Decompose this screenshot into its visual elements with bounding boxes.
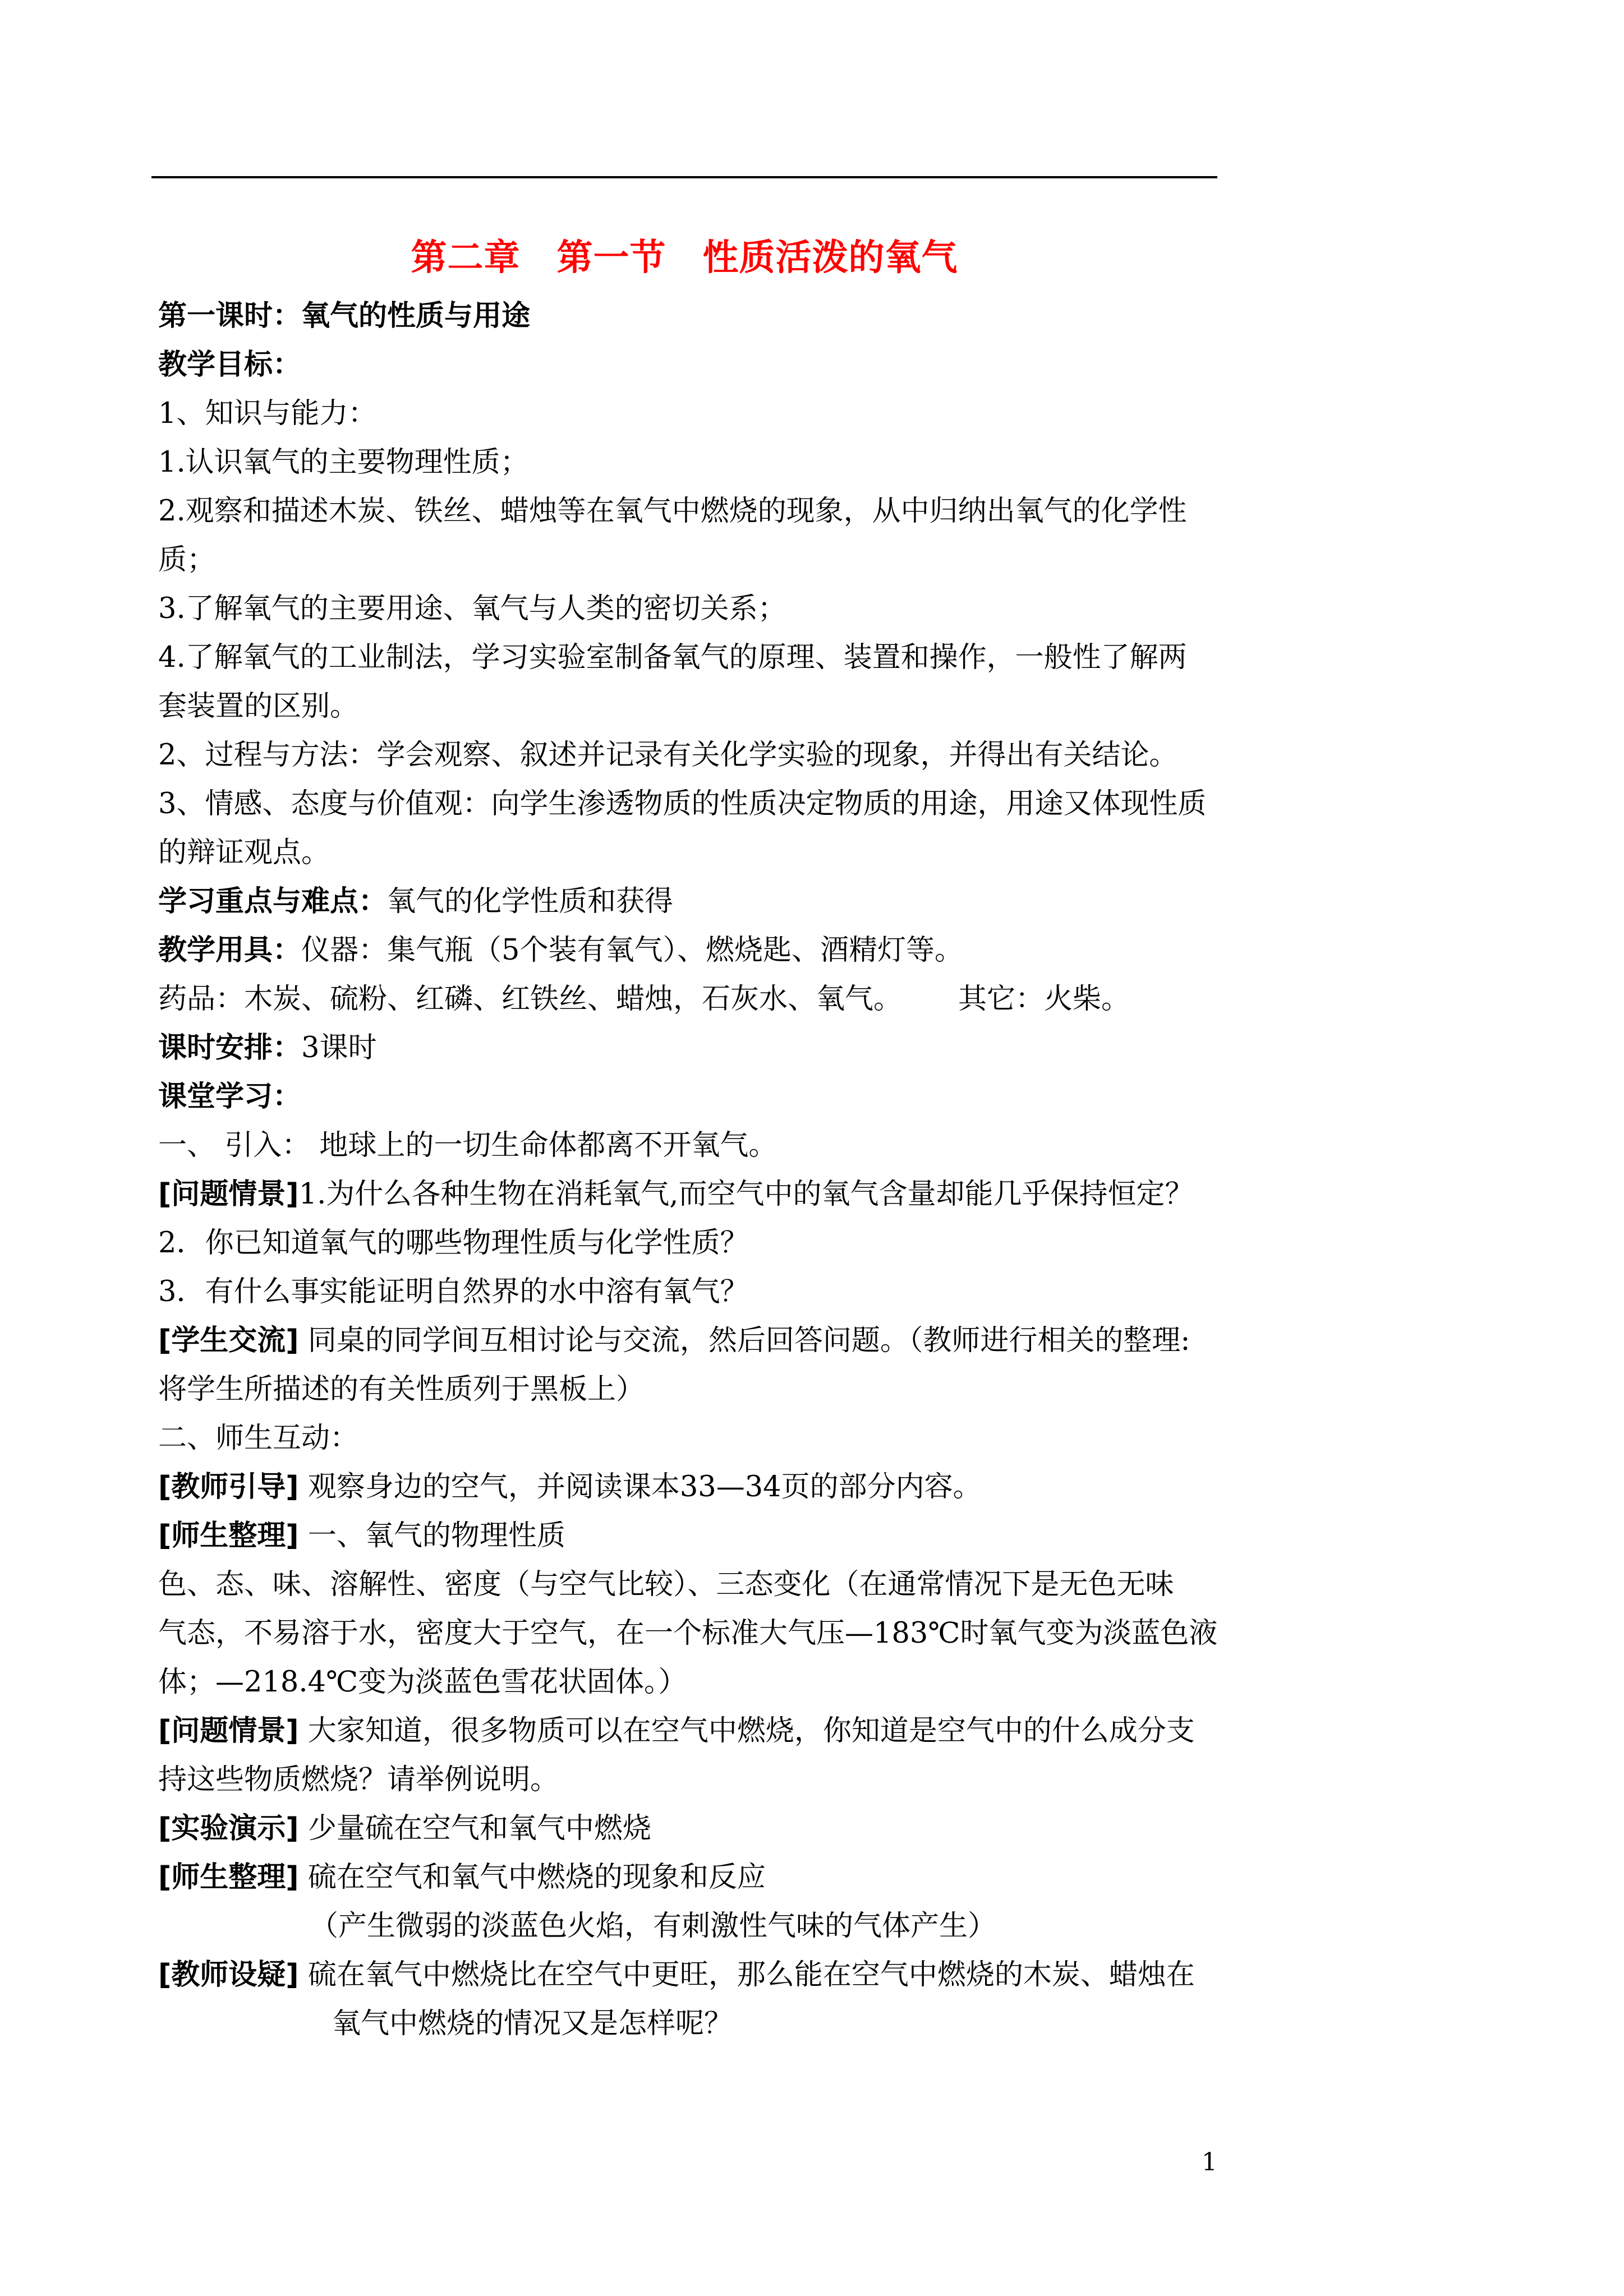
- class-heading: 课堂学习：: [158, 1080, 302, 1113]
- question-scenario-2-cont: 持这些物质燃烧？请举例说明。: [158, 1763, 559, 1796]
- drugs-line: [158, 975, 1221, 1023]
- demo-text: 少量硫在空气和氧气中燃烧: [298, 1812, 651, 1845]
- page-number: 1: [1202, 2148, 1217, 2177]
- key-points-label: 学习重点与难点：: [158, 885, 388, 918]
- objective-process: 2、过程与方法：学会观察、叙述并记录有关化学实验的现象，并得出有关结论。: [158, 739, 1178, 772]
- tools-label: 教学用具：: [158, 934, 302, 967]
- schedule-text: 3课时: [301, 1031, 377, 1064]
- key-points-text: 氧气的化学性质和获得: [387, 885, 674, 918]
- question-label: [问题情景]: [158, 1178, 299, 1211]
- objective-item: 3.了解氧气的主要用途、氧气与人类的密切关系；: [158, 592, 786, 625]
- drugs-text: 药品：木炭、硫粉、红磷、红铁丝、蜡烛，石灰水、氧气。: [158, 983, 903, 1016]
- physical-properties: 色、态、味、溶解性、密度（与空气比较）、三态变化（在通常情况下是无色无味: [158, 1568, 1174, 1601]
- objective-item: 1.认识氧气的主要物理性质；: [158, 446, 529, 479]
- organize-2-detail: （产生微弱的淡蓝色火焰，有刺激性气味的气体产生）: [310, 1910, 997, 1943]
- organize-2: [158, 1853, 1221, 1902]
- question-scenario-1: [158, 1170, 1221, 1219]
- guide-label: [教师引导]: [158, 1470, 299, 1504]
- schedule-label: 课时安排：: [158, 1031, 302, 1064]
- organize-text: 一、氧气的物理性质: [298, 1519, 565, 1552]
- objective-item: 2.观察和描述木炭、铁丝、蜡烛等在氧气中燃烧的现象，从中归纳出氧气的化学性: [158, 495, 1187, 528]
- schedule-line: [158, 1023, 1221, 1072]
- objective-attitude: 3、情感、态度与价值观：向学生渗透物质的性质决定物质的用途，用途又体现性质: [158, 787, 1207, 820]
- student-exchange-cont: 将学生所描述的有关性质列于黑板上）: [158, 1373, 645, 1406]
- teacher-guide: [158, 1463, 1221, 1511]
- tools-line: [158, 926, 1221, 975]
- doubt-text: 硫在氧气中燃烧比在空气中更旺，那么能在空气中燃烧的木炭、蜡烛在: [298, 1958, 1195, 1991]
- experiment-demo: [158, 1804, 1221, 1853]
- question-scenario-2: [158, 1707, 1221, 1755]
- objective-attitude-cont: 的辩证观点。: [158, 836, 330, 869]
- page-title: 第二章 第一节 性质活泼的氧气: [411, 237, 958, 279]
- organize-1: [158, 1511, 1221, 1560]
- organize-text: 硫在空气和氧气中燃烧的现象和反应: [298, 1861, 766, 1894]
- objective-item: 4.了解氧气的工业制法，学习实验室制备氧气的原理、装置和操作，一般性了解两: [158, 641, 1187, 674]
- question-text: 1.为什么各种生物在消耗氧气,而空气中的氧气含量却能几乎保持恒定？: [298, 1178, 1194, 1211]
- question-2: 2．你已知道氧气的哪些物理性质与化学性质？: [158, 1227, 749, 1260]
- teacher-doubt-cont: 氧气中燃烧的情况又是怎样呢？: [332, 2007, 733, 2040]
- tools-text: 仪器：集气瓶（5个装有氧气）、燃烧匙、酒精灯等。: [301, 934, 963, 967]
- physical-properties-cont: 气态，不易溶于水，密度大于空气，在一个标准大气压—183℃时氧气变为淡蓝色液: [158, 1617, 1218, 1650]
- question-text: 大家知道，很多物质可以在空气中燃烧，你知道是空气中的什么成分支: [298, 1714, 1195, 1748]
- lesson-label: 第一课时：: [158, 299, 302, 333]
- organize-label: [师生整理]: [158, 1519, 299, 1552]
- others-text: 其它：火柴。: [958, 983, 1130, 1016]
- objective-item-cont: 套装置的区别。: [158, 690, 359, 723]
- exchange-text: 同桌的同学间互相讨论与交流，然后回答问题。（教师进行相关的整理:: [298, 1324, 1190, 1357]
- student-exchange: [158, 1316, 1221, 1365]
- demo-label: [实验演示]: [158, 1812, 299, 1845]
- guide-text: 观察身边的空气，并阅读课本33—34页的部分内容。: [298, 1470, 982, 1504]
- document-body: [158, 292, 1221, 2048]
- objectives-heading: 教学目标：: [158, 348, 302, 381]
- header-rule: [151, 176, 1217, 178]
- organize-label: [师生整理]: [158, 1861, 299, 1894]
- objective-knowledge: 1、知识与能力：: [158, 397, 377, 430]
- physical-properties-cont: 体；—218.4℃变为淡蓝色雪花状固体。）: [158, 1666, 687, 1699]
- question-label: [问题情景]: [158, 1714, 299, 1748]
- doubt-label: [教师设疑]: [158, 1958, 299, 1991]
- interaction-heading: 二、师生互动：: [158, 1422, 359, 1455]
- lesson-title: 氧气的性质与用途: [301, 299, 531, 333]
- exchange-label: [学生交流]: [158, 1324, 299, 1357]
- key-points-line: [158, 877, 1221, 926]
- teacher-doubt: [158, 1951, 1221, 1999]
- lesson-line: [158, 292, 1221, 340]
- question-3: 3．有什么事实能证明自然界的水中溶有氧气？: [158, 1275, 749, 1308]
- objective-item-cont: 质；: [158, 543, 216, 577]
- intro-line: 一、 引入： 地球上的一切生命体都离不开氧气。: [158, 1129, 778, 1162]
